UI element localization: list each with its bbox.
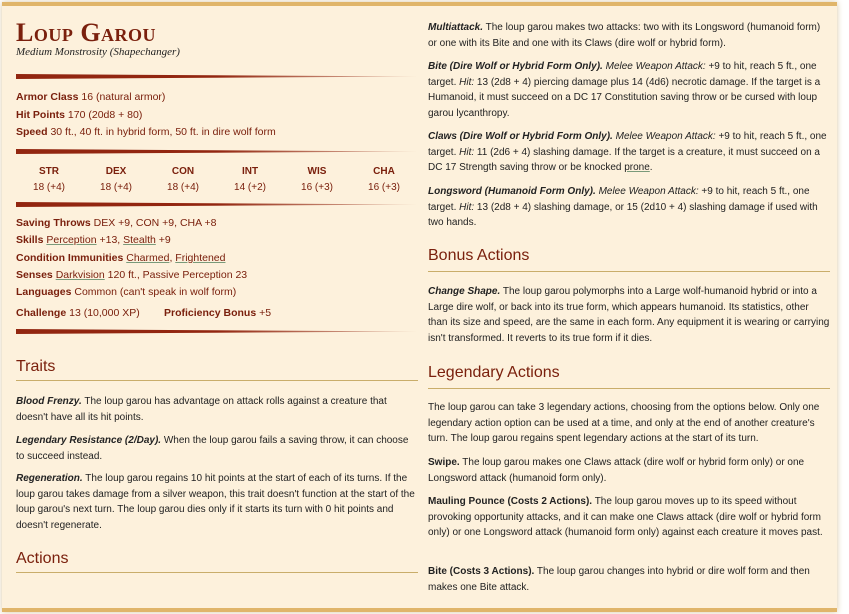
- hit-label: Hit:: [459, 76, 475, 88]
- attack-kind: Melee Weapon Attack:: [615, 131, 716, 142]
- bonus-change-shape: [428, 284, 830, 346]
- condition-link-charmed[interactable]: Charmed: [126, 252, 170, 264]
- ability-name: DEX: [105, 166, 127, 177]
- ac-value: 16 (natural armor): [81, 91, 166, 103]
- speed: [16, 126, 276, 139]
- challenge-label: Challenge: [16, 307, 67, 319]
- action-text: The loup garou polymorphs into a Large wolf-humanoid hybrid or into a Large dire wolf, or back into its true form, which appears humanoid. Its statistics, other than its size and speed, are the same in each form. Any equipment it is wearing or carrying isn't transformed. It reverts to its true form if it dies.: [428, 286, 830, 344]
- ability-score: 14 (+2): [234, 182, 266, 193]
- legendary-swipe: [428, 455, 830, 486]
- ability-str: [16, 166, 82, 193]
- hit-label: Hit:: [459, 146, 475, 158]
- heading-rule: [16, 380, 418, 381]
- ability-wis: [284, 166, 350, 193]
- senses-label: Senses: [16, 269, 53, 281]
- senses-value: 120 ft., Passive Perception 23: [107, 269, 248, 281]
- attack-kind: Melee Weapon Attack:: [598, 186, 699, 197]
- speed-value: 30 ft., 40 ft. in hybrid form, 50 ft. in dire wolf form: [50, 126, 276, 138]
- divider: [16, 329, 418, 334]
- trait-name: Legendary Resistance (2/Day).: [16, 435, 162, 446]
- challenge: [16, 307, 140, 320]
- action-longsword: [428, 184, 830, 231]
- action-text: The loup garou makes two attacks: two with its Longsword (humanoid form) or one with its Bite and one with its Claws (dire wolf or hybrid form).: [428, 22, 821, 49]
- skills: [16, 234, 171, 247]
- languages: [16, 286, 236, 299]
- legendary-intro: The loup garou can take 3 legendary actions, choosing from the options below. Only one legendary action option can be used at a time, and only at the end of another creature's turn. The loup garou regains spent legendary actions at the start of its turn.: [428, 402, 820, 444]
- pb-value: +5: [259, 307, 272, 319]
- action-name: Swipe.: [428, 457, 460, 468]
- trait-text: When the loup garou fails a saving throw, it can choose to succeed instead.: [16, 435, 409, 462]
- armor-class: [16, 91, 165, 104]
- trait-name: Blood Frenzy.: [16, 396, 82, 407]
- action-name: Claws (Dire Wolf or Hybrid Form Only).: [428, 131, 613, 142]
- ability-name: STR: [39, 166, 59, 177]
- condition-link-frightened[interactable]: Frightened: [175, 252, 226, 264]
- action-name: Change Shape.: [428, 286, 501, 297]
- trait-blood-frenzy: [16, 394, 418, 425]
- ability-cha: [351, 166, 417, 193]
- monster-meta: Medium Monstrosity (Shapechanger): [16, 46, 180, 58]
- action-name: Bite (Costs 3 Actions).: [428, 566, 535, 577]
- trait-text: The loup garou has advantage on attack rolls against a creature that doesn't have all its hit points.: [16, 396, 387, 423]
- actions-heading: Actions: [16, 550, 69, 567]
- attack-text: +9 to hit, reach 5 ft., one target.: [428, 61, 817, 88]
- ability-con: [150, 166, 216, 193]
- attack-text: +9 to hit, reach 5 ft., one target.: [428, 131, 827, 158]
- bonus-actions-heading: Bonus Actions: [428, 247, 530, 264]
- attack-text: .: [649, 162, 653, 173]
- divider: [16, 202, 418, 207]
- attack-text: 13 (2d8 + 4) slashing damage, or 15 (2d10 + 4) slashing damage if used with two hands.: [428, 201, 818, 228]
- trait-regeneration: [16, 471, 418, 533]
- trait-name: Regeneration.: [16, 473, 83, 484]
- sense-link-darkvision[interactable]: Darkvision: [55, 269, 105, 281]
- stat-block: [2, 2, 837, 612]
- trait-text: The loup garou regains 10 hit points at the start of each of its turns. If the loup garou takes damage from a silver weapon, this trait doesn't function at the start of the loup garou's next turn. The loup garou dies only if it starts its turn with 0 hit points and doesn't regenerate.: [16, 473, 415, 531]
- saves-label: Saving Throws: [16, 217, 91, 229]
- languages-value: Common (can't speak in wolf form): [74, 286, 237, 298]
- proficiency-bonus: [164, 307, 271, 320]
- ability-name: CHA: [373, 166, 395, 177]
- attack-kind: Melee Weapon Attack:: [605, 61, 706, 72]
- challenge-value: 13 (10,000 XP): [69, 307, 140, 319]
- ac-label: Armor Class: [16, 91, 79, 103]
- ability-dex: [83, 166, 149, 193]
- ability-name: WIS: [307, 166, 327, 177]
- hp-label: Hit Points: [16, 109, 65, 121]
- action-text: The loup garou makes one Claws attack (dire wolf or hybrid form only) or one Longsword attack (humanoid form only).: [428, 457, 805, 484]
- attack-text: +9 to hit, reach 5 ft., one target.: [428, 186, 810, 213]
- hit-points: [16, 109, 142, 122]
- action-claws: [428, 129, 830, 176]
- condition-immunities: Condition Immunities Charmed, Frightened: [16, 252, 226, 264]
- action-text: The loup garou changes into hybrid or dire wolf form and then makes one Bite attack.: [428, 566, 810, 593]
- attack-text: 13 (2d8 + 4) piercing damage plus 14 (4d6) necrotic damage. If the target is a Humanoid, it must succeed on a DC 17 Constitution saving throw or be cursed with loup garou lycanthropy.: [428, 76, 821, 119]
- action-text: The loup garou moves up to its speed without provoking opportunity attacks, and it can make one Claws attack (dire wolf or hybrid form only) or one Longsword attack (humanoid form only) against each creature it moves past.: [428, 496, 823, 538]
- divider: [16, 149, 418, 154]
- attack-text: 11 (2d6 + 4) slashing damage. If the target is a creature, it must succeed on a DC 17 Strength saving throw or be knocked: [428, 146, 820, 173]
- ability-name: CON: [171, 166, 195, 177]
- trait-legendary-resistance: [16, 433, 418, 464]
- speed-label: Speed: [16, 126, 48, 138]
- action-multiattack: [428, 20, 830, 51]
- ability-score: 18 (+4): [33, 182, 65, 193]
- hp-value: 170 (20d8 + 80): [67, 109, 143, 121]
- heading-rule: [428, 271, 830, 272]
- skill-value: +9: [158, 234, 171, 246]
- pb-label: Proficiency Bonus: [164, 307, 257, 319]
- saves-value: DEX +9, CON +9, CHA +8: [93, 217, 217, 229]
- divider: [16, 74, 418, 79]
- legendary-actions-heading: Legendary Actions: [428, 364, 560, 381]
- action-name: Bite (Dire Wolf or Hybrid Form Only).: [428, 61, 603, 72]
- heading-rule: [16, 572, 418, 573]
- ci-label: Condition Immunities: [16, 252, 124, 264]
- ability-name: INT: [241, 166, 259, 177]
- saving-throws: [16, 217, 216, 230]
- ability-score: 18 (+4): [100, 182, 132, 193]
- action-name: Multiattack.: [428, 22, 484, 33]
- action-bite: [428, 59, 830, 121]
- action-name: Mauling Pounce (Costs 2 Actions).: [428, 496, 593, 507]
- legendary-mauling-pounce: [428, 494, 830, 541]
- heading-rule: [428, 388, 830, 389]
- action-name: Longsword (Humanoid Form Only).: [428, 186, 596, 197]
- hit-label: Hit:: [459, 201, 475, 213]
- skill-link-stealth[interactable]: Stealth: [123, 234, 156, 246]
- condition-link-prone[interactable]: prone: [624, 162, 650, 173]
- monster-name: Loup Garou: [16, 18, 157, 47]
- ability-score: 18 (+4): [167, 182, 199, 193]
- ability-score: 16 (+3): [368, 182, 400, 193]
- languages-label: Languages: [16, 286, 72, 298]
- senses: [16, 269, 247, 282]
- skills-label: Skills: [16, 234, 44, 246]
- legendary-bite: [428, 564, 830, 595]
- ability-int: [217, 166, 283, 193]
- skill-value: +13,: [99, 234, 121, 246]
- traits-heading: Traits: [16, 358, 56, 375]
- skill-link-perception[interactable]: Perception: [46, 234, 97, 246]
- ability-score: 16 (+3): [301, 182, 333, 193]
